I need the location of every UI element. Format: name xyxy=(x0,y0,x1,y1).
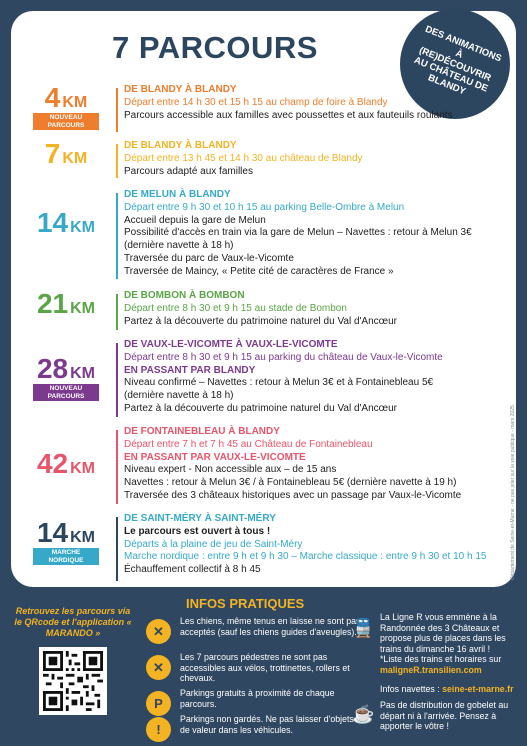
train-text xyxy=(380,612,527,676)
transilien-link[interactable]: maligneR.transilien.com xyxy=(380,664,482,675)
info-text: Les chiens, même tenus en laisse ne sont pas acceptés (sauf les chiens guides d'aveugles). xyxy=(180,616,361,637)
info-item xyxy=(140,714,365,746)
distance-block xyxy=(22,290,110,318)
route-info xyxy=(124,290,502,328)
route-title: DE BLANDY À BLANDY xyxy=(124,140,237,151)
distance xyxy=(22,355,110,383)
cup-text: Pas de distribution de gobelet au départ ni à l'arrivée. Pensez à apporter le vôtre ! xyxy=(380,700,509,732)
route-departure-times: Marche nordique : entre 9 h et 9 h 30 – Marche classique : entre 9 h 30 et 10 h 15 xyxy=(124,551,487,563)
distance-number: 21 xyxy=(36,288,69,319)
distance-unit: KM xyxy=(70,300,96,317)
train-note: *Liste des trains et horaires sur xyxy=(380,654,502,665)
distance xyxy=(22,519,110,547)
distance-block xyxy=(22,209,110,237)
divider xyxy=(116,88,118,132)
route-detail: Niveau confirmé – Navettes : retour à Melun 3€ et à Fontainebleau 5€ xyxy=(124,377,434,389)
route-42km xyxy=(22,426,502,506)
route-28km xyxy=(22,339,502,419)
route-via: EN PASSANT PAR VAUX-LE-VICOMTE xyxy=(124,451,306,463)
distance xyxy=(22,450,110,478)
new-route-tag: NOUVEAU PARCOURS xyxy=(33,113,99,130)
divider xyxy=(116,430,118,504)
shuttle-text xyxy=(380,684,527,695)
route-detail: Partez à la découverte du patrimoine naturel du Val d'Ancœur xyxy=(124,402,397,414)
route-title: DE SAINT-MÉRY À SAINT-MÉRY xyxy=(124,513,276,524)
route-detail: Traversée de Maincy, « Petite cité de caractères de France » xyxy=(124,265,394,277)
route-detail: Parcours accessible aux familles avec poussettes et aux fauteuils roulants xyxy=(124,109,453,121)
route-detail: Traversée des 3 châteaux historiques avec un passage par Vaux-le-Vicomte xyxy=(124,489,462,501)
route-info xyxy=(124,84,502,122)
qr-section xyxy=(14,606,132,715)
divider xyxy=(116,144,118,178)
route-info xyxy=(124,426,502,503)
legal-note: Département de Seine-et-Marne - ne pas jeter sur la voie publique - mars 2025 xyxy=(510,405,516,580)
parking-icon: P xyxy=(146,691,171,716)
route-14km-melun xyxy=(22,189,502,281)
cup-icon: ☕ xyxy=(352,704,375,724)
page-title: 7 PARCOURS xyxy=(112,30,318,65)
distance xyxy=(22,84,110,112)
route-detail: Possibilité d'accès en train via la gare de Melun – Navettes : retour à Melun 3€ xyxy=(124,227,472,239)
distance-unit: KM xyxy=(70,365,96,382)
divider xyxy=(116,343,118,417)
divider xyxy=(116,517,118,581)
route-departure: Départ entre 7 h et 7 h 45 au Château de Fontainebleau xyxy=(124,438,373,450)
distance-block xyxy=(22,519,110,565)
badge-text: DES ANIMATIONS À (RE)DÉCOUVRIR AU CHÂTEAU DE BLANDY xyxy=(412,23,503,97)
route-departure: Départs à la plaine de jeu de Saint-Méry xyxy=(124,538,303,550)
route-detail: (dernière navette à 18 h) xyxy=(124,240,234,252)
shuttle-link[interactable]: seine-et-marne.fr xyxy=(442,684,514,694)
distance-unit: KM xyxy=(62,94,88,111)
route-detail: Partez à la découverte du patrimoine naturel du Val d'Ancœur xyxy=(124,315,397,327)
route-detail: Parcours adapté aux familles xyxy=(124,165,253,177)
shuttle-label: Infos navettes : xyxy=(380,684,440,694)
route-title: DE BOMBON À BOMBON xyxy=(124,290,245,301)
route-4km xyxy=(22,84,502,134)
route-info xyxy=(124,140,502,178)
distance-block xyxy=(22,140,110,168)
train-icon: 🚆 xyxy=(352,618,375,638)
route-detail: Navettes : retour à Melun 3€ / à Fontainebleau 5€ (dernière navette à 19 h) xyxy=(124,477,457,489)
distance-unit: KM xyxy=(70,219,96,236)
route-departure: Départ entre 8 h 30 et 9 h 15 au parking du château de Vaux-le-Vicomte xyxy=(124,351,443,363)
route-info xyxy=(124,339,502,416)
info-text: Les 7 parcours pédestres ne sont pas accessibles aux vélos, trottinettes, rollers et chevaux. xyxy=(180,652,350,684)
divider xyxy=(116,193,118,279)
qr-code[interactable] xyxy=(39,647,107,715)
route-21km xyxy=(22,290,502,332)
route-detail: Le parcours est ouvert à tous ! xyxy=(124,525,271,537)
infos-title: INFOS PRATIQUES xyxy=(186,596,305,611)
qr-caption: Retrouvez les parcours via le QRcode et l'application « MARANDO » xyxy=(14,606,132,638)
distance-number: 14 xyxy=(36,207,69,238)
route-14km-nordic xyxy=(22,513,502,583)
distance-block xyxy=(22,84,110,130)
distance-block xyxy=(22,450,110,478)
distance-unit: KM xyxy=(62,150,88,167)
route-detail: (dernière navette à 18 h) xyxy=(124,390,234,402)
route-departure: Départ entre 13 h 45 et 14 h 30 au château de Blandy xyxy=(124,152,363,164)
info-item xyxy=(140,652,365,692)
route-departure: Départ entre 8 h 30 et 9 h 15 au stade de Bombon xyxy=(124,302,347,314)
distance-number: 4 xyxy=(44,82,61,113)
route-detail: Échauffement collectif à 8 h 45 xyxy=(124,564,261,576)
route-title: DE VAUX-LE-VICOMTE À VAUX-LE-VICOMTE xyxy=(124,339,338,350)
route-departure: Départ entre 14 h 30 et 15 h 15 au champ de foire à Blandy xyxy=(124,96,388,108)
route-detail: Niveau expert - Non accessible aux – de 15 ans xyxy=(124,464,337,476)
distance-unit: KM xyxy=(70,529,96,546)
distance xyxy=(22,140,110,168)
route-via: EN PASSANT PAR BLANDY xyxy=(124,364,256,376)
route-title: DE MELUN À BLANDY xyxy=(124,189,231,200)
distance-block xyxy=(22,355,110,401)
route-title: DE FONTAINEBLEAU À BLANDY xyxy=(124,426,280,437)
route-title: DE BLANDY À BLANDY xyxy=(124,84,237,95)
route-7km xyxy=(22,140,502,180)
distance-number: 7 xyxy=(44,138,61,169)
new-route-tag: NOUVEAU PARCOURS xyxy=(33,384,99,401)
route-detail: Accueil depuis la gare de Melun xyxy=(124,214,266,226)
nordic-walk-tag: MARCHE NORDIQUE xyxy=(33,548,99,565)
distance-number: 28 xyxy=(36,353,69,384)
info-item xyxy=(140,616,365,656)
distance-number: 42 xyxy=(36,448,69,479)
warning-icon: ! xyxy=(146,717,171,742)
route-info xyxy=(124,189,502,279)
route-departure: Départ entre 9 h 30 et 10 h 15 au parking Belle-Ombre à Melun xyxy=(124,201,405,213)
no-dogs-icon: ✕ xyxy=(146,619,171,644)
distance-unit: KM xyxy=(70,460,96,477)
distance-number: 14 xyxy=(36,517,69,548)
info-text: Parkings gratuits à proximité de chaque parcours. xyxy=(180,688,335,709)
no-bikes-icon: ✕ xyxy=(146,655,171,680)
divider xyxy=(116,294,118,330)
distance xyxy=(22,290,110,318)
train-description: La Ligne R vous emmène à la Randonnée des 3 Châteaux et propose plus de places dans les trains du dimanche 16 avril ! xyxy=(380,612,506,654)
route-detail: Traversée du parc de Vaux-le-Vicomte xyxy=(124,252,294,264)
route-info xyxy=(124,513,502,577)
distance xyxy=(22,209,110,237)
info-text: Parkings non gardés. Ne pas laisser d'objets de valeur dans les véhicules. xyxy=(180,714,354,735)
qr-code-icon xyxy=(43,651,103,711)
